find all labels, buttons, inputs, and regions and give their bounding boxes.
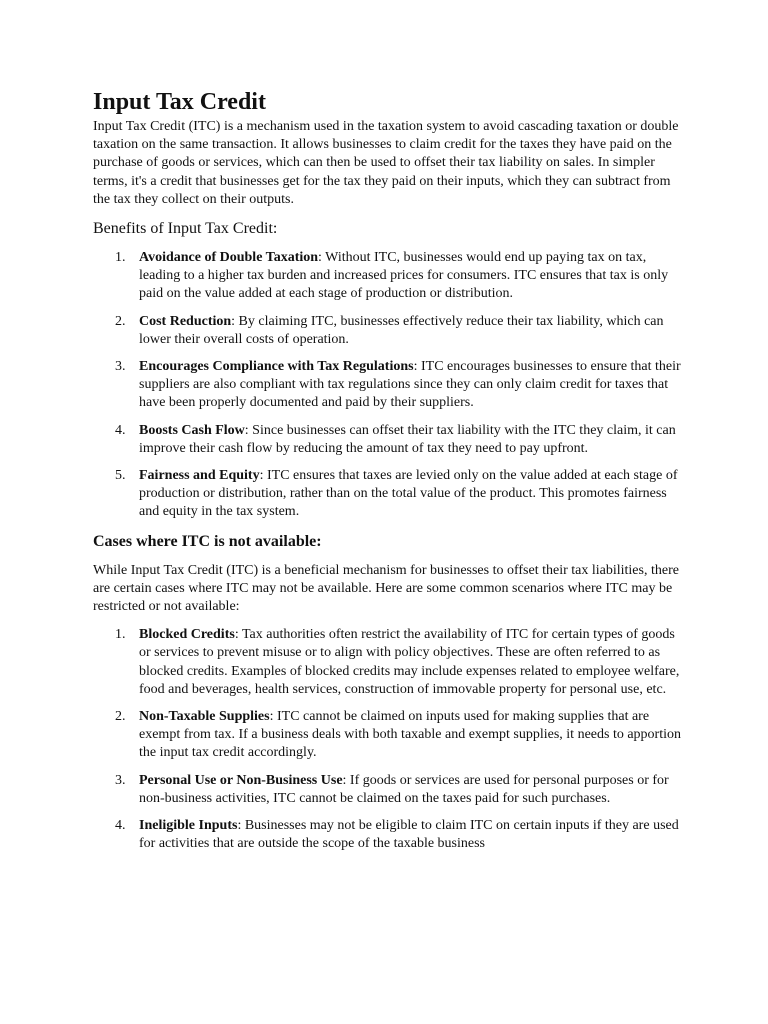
cases-list [93,626,683,853]
document-title: Input Tax Credit [93,89,266,115]
list-item-text: : Since businesses can offset their tax liability with the ITC they claim, it can improve their cash flow by reducing the amount of tax they need to pay upfront. [139,422,676,456]
list-number: 4. [115,422,126,438]
list-item-text: : By claiming ITC, businesses effectively reduce their tax liability, which can lower their overall costs of operation. [139,313,664,347]
list-item-term: Fairness and Equity [139,468,260,484]
list-number: 3. [115,359,126,375]
list-item-term: Encourages Compliance with Tax Regulations [139,359,414,375]
list-item-term: Boosts Cash Flow [139,422,245,438]
list-number: 2. [115,313,126,329]
list-number: 1. [115,250,126,266]
list-item-text: : ITC ensures that taxes are levied only on the value added at each stage of production or distribution, rather than on the total value of the product. This promotes fairness and equity in the tax system. [139,468,678,520]
intro-paragraph: Input Tax Credit (ITC) is a mechanism used in the taxation system to avoid cascading taxation or double taxation on the same transaction. It allows businesses to claim credit for the taxes they have paid on the purchase of goods or services, which can then be used to offset their tax liability on sales. In simpler terms, it's a credit that businesses get for the tax they paid on their inputs, which they can subtract from the tax they collect on their outputs. [93,119,679,207]
list-item [93,708,683,763]
list-item-term: Avoidance of Double Taxation [139,250,319,266]
list-item-text: : Tax authorities often restrict the availability of ITC for certain types of goods or services to prevent misuse or to align with policy objectives. These are often referred to as blocked credits. Examples of blocked credits may include expenses related to employee welfare, food and beverages, health services, construction of immovable property for personal use, etc. [139,627,680,697]
list-item-text: : Businesses may not be eligible to claim ITC on certain inputs if they are used for activities that are outside the scope of the taxable business [139,818,679,852]
list-number: 1. [115,627,126,643]
list-item [93,358,683,413]
list-number: 3. [115,772,126,788]
list-item [93,249,683,304]
benefits-heading: Benefits of Input Tax Credit: [93,220,278,238]
cases-intro-paragraph: While Input Tax Credit (ITC) is a beneficial mechanism for businesses to offset their tax liabilities, there are certain cases where ITC may not be available. Here are some common scenarios where ITC may be restricted or not available: [93,562,679,615]
cases-heading: Cases where ITC is not available: [93,532,322,550]
document-page [93,88,683,863]
list-item-term: Cost Reduction [139,313,232,329]
list-item [93,422,683,458]
list-item [93,772,683,808]
list-item-term: Blocked Credits [139,627,235,643]
list-item [93,313,683,349]
list-item-text: : ITC encourages businesses to ensure that their suppliers are also compliant with tax regulations since they can only claim credit for taxes that have been properly documented and paid by their suppliers. [139,359,681,411]
list-item-term: Non-Taxable Supplies [139,709,270,725]
list-item [93,467,683,522]
benefits-list [93,249,683,522]
list-item-term: Personal Use or Non-Business Use [139,772,343,788]
list-item-text: : If goods or services are used for personal purposes or for non-business activities, ITC cannot be claimed on the taxes paid for such purchases. [139,772,669,806]
list-item-text: : ITC cannot be claimed on inputs used for making supplies that are exempt from tax. If a business deals with both taxable and exempt supplies, it needs to apportion the input tax credit accordingly. [139,709,681,761]
list-item-term: Ineligible Inputs [139,818,238,834]
list-number: 5. [115,468,126,484]
list-number: 2. [115,709,126,725]
list-item-text: : Without ITC, businesses would end up paying tax on tax, leading to a higher tax burden and increased prices for consumers. ITC ensures that tax is only paid on the value added at each stage of production or distribution. [139,250,669,302]
list-item [93,626,683,699]
list-number: 4. [115,818,126,834]
list-item [93,817,683,853]
